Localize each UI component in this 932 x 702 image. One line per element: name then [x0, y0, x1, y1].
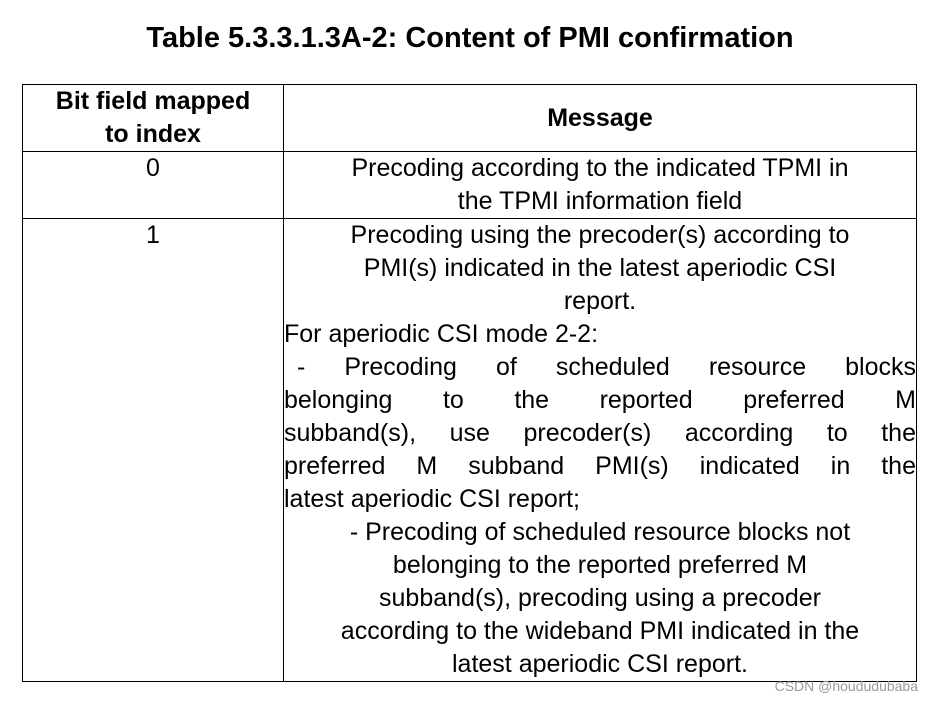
header-bit-field-line2: to index	[105, 120, 201, 148]
table-header-row	[23, 85, 917, 152]
message-line: - Precoding of scheduled resource blocks not	[349, 518, 851, 546]
watermark: CSDN @hoududubaba	[774, 678, 918, 694]
table-row	[23, 219, 917, 682]
message-bullet-1	[284, 351, 916, 516]
message-line: Precoding using the precoder(s) according to	[350, 221, 850, 249]
header-bit-field-line1: Bit field mapped	[55, 87, 251, 115]
message-line: PMI(s) indicated in the latest aperiodic CSI	[363, 254, 837, 282]
message-line: the TPMI information field	[457, 187, 743, 215]
message-line: For aperiodic CSI mode 2-2:	[284, 320, 599, 348]
message-line: subband(s), use precoder(s) according to the	[284, 419, 916, 447]
message-line: latest aperiodic CSI report.	[452, 650, 748, 678]
row-index-cell: 1	[23, 219, 284, 682]
message-line: belonging to the reported preferred M	[284, 386, 916, 414]
table-title: Table 5.3.3.1.3A-2: Content of PMI confirmation	[146, 22, 794, 54]
message-mode-label	[284, 318, 916, 351]
message-line: according to the wideband PMI indicated in the	[340, 617, 860, 645]
header-message: Message	[284, 85, 917, 152]
message-line: belonging to the reported preferred M	[392, 551, 808, 579]
row-index-cell: 0	[23, 152, 284, 219]
message-bullet-2	[284, 516, 916, 681]
message-line: preferred M subband PMI(s) indicated in the	[284, 452, 916, 480]
message-line: subband(s), precoding using a precoder	[379, 584, 821, 612]
row-message-cell	[284, 152, 917, 219]
message-line: report.	[563, 287, 637, 315]
row-message-cell	[284, 219, 917, 682]
message-intro	[284, 219, 916, 318]
message-line: - Precoding of scheduled resource blocks	[297, 353, 916, 381]
message-line: Precoding according to the indicated TPMI in	[351, 154, 849, 182]
table-row	[23, 152, 917, 219]
message-line: latest aperiodic CSI report;	[284, 485, 580, 513]
header-bit-field	[23, 85, 284, 152]
pmi-confirmation-table	[22, 84, 917, 682]
